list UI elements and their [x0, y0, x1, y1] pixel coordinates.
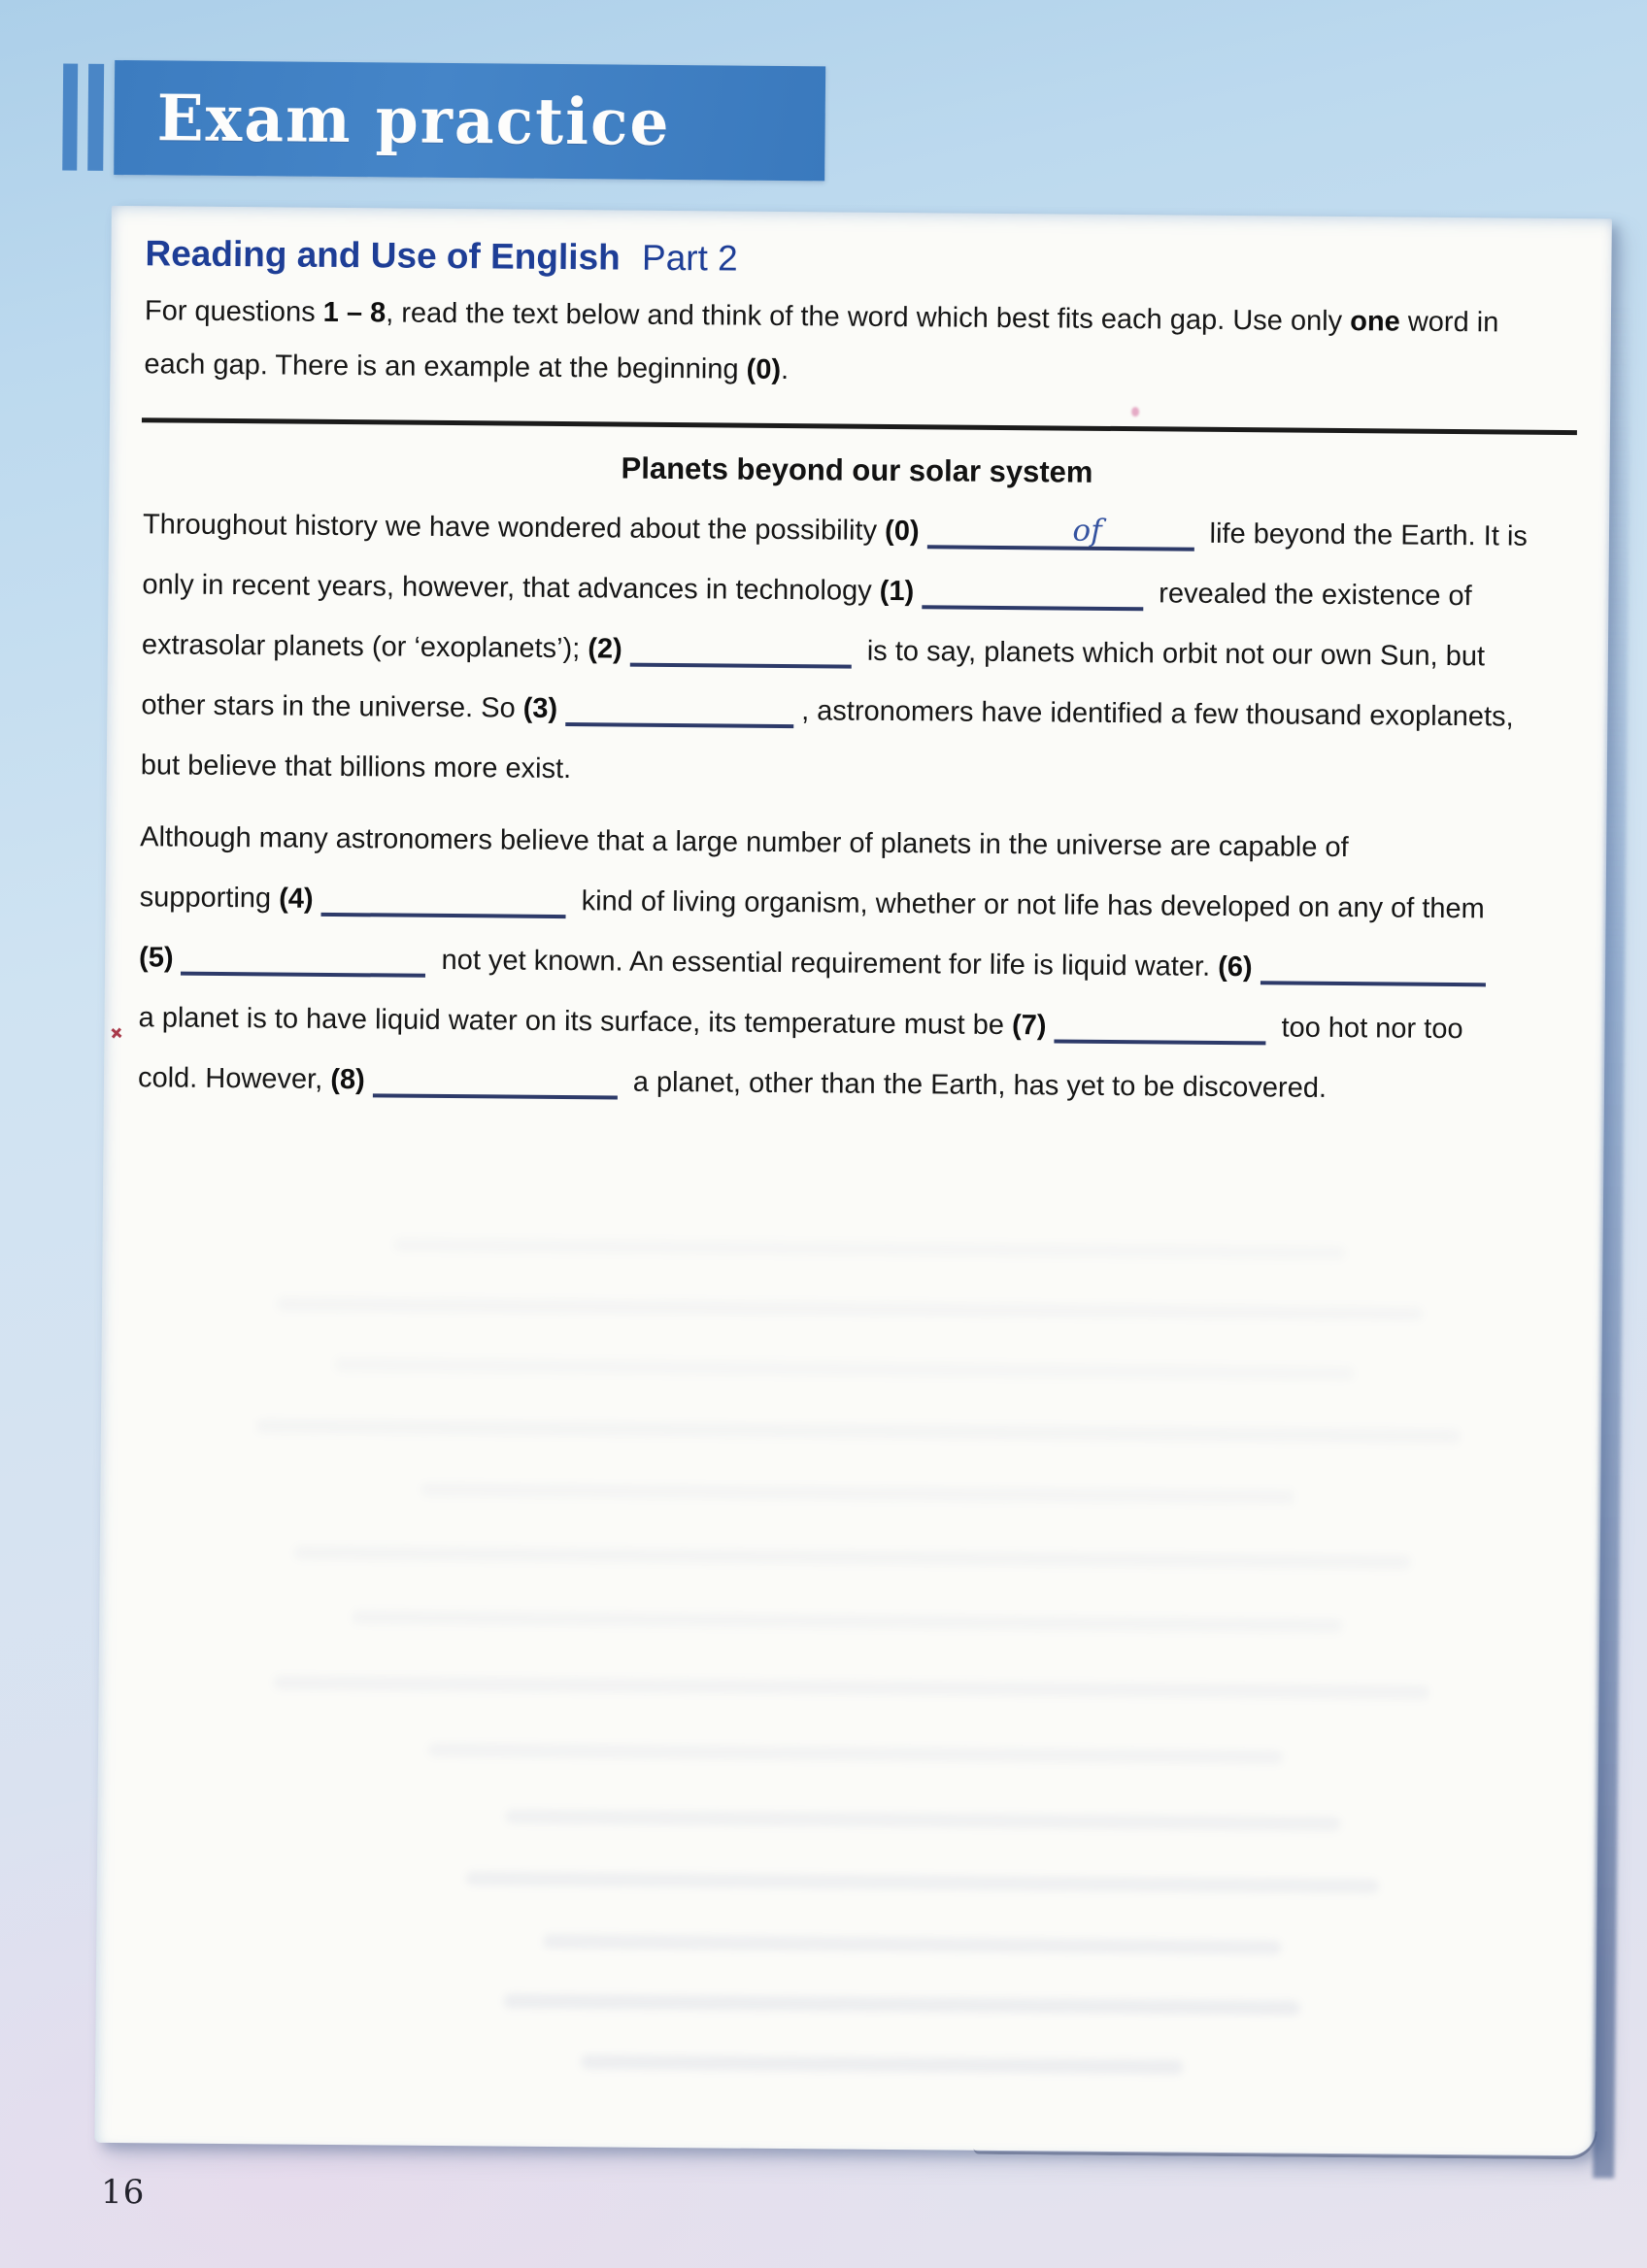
section-heading-title: Reading and Use of English: [145, 233, 621, 278]
text-run: only in recent years, however, that advances in technology: [142, 569, 880, 607]
question-number: (0): [884, 515, 920, 548]
question-number: (6): [1218, 951, 1253, 984]
text-run: , read the text below and think of the word which best fits each gap. Use only: [386, 297, 1351, 338]
worksheet-page: [94, 206, 1611, 2155]
exam-practice-banner: [62, 60, 825, 182]
exercise-paragraph-1: [140, 509, 1580, 822]
banner-stripe-icon: [87, 64, 104, 171]
text-run: , astronomers have identified a few thousand exoplanets,: [801, 695, 1514, 733]
question-number: (7): [1011, 1010, 1047, 1042]
red-ink-speck: [110, 1027, 121, 1039]
text-run: For questions: [144, 295, 323, 328]
text-run: a planet, other than the Earth, has yet to be discovered.: [624, 1066, 1328, 1104]
banner-stripe-icon: [62, 64, 78, 171]
handwritten-answer: of: [1072, 513, 1102, 549]
text-run: a planet is to have liquid water on its surface, its temperature must be: [138, 1002, 1013, 1042]
question-number: (2): [588, 633, 622, 665]
section-heading: [145, 233, 738, 279]
answer-blank: [1054, 1010, 1265, 1045]
divider-rule: [142, 417, 1577, 435]
answer-blank: [922, 576, 1143, 611]
exercise-paragraph-2: [138, 821, 1578, 1135]
text-run: Throughout history we have wondered about the possibility: [142, 509, 886, 547]
text-line: [138, 1062, 1575, 1135]
text-run: but believe that billions more exist.: [140, 750, 572, 785]
question-number: (8): [330, 1063, 365, 1096]
instructions-text: [144, 295, 1582, 415]
text-run: life beyond the Earth. It is: [1201, 517, 1529, 552]
question-number: (1): [879, 575, 915, 608]
question-number: (0): [746, 353, 782, 385]
section-heading-part: Part 2: [641, 237, 738, 279]
answer-blank: [373, 1064, 618, 1099]
text-line: [140, 750, 1577, 822]
exercise-title: Planets beyond our solar system: [621, 450, 1093, 489]
text-run: Although many astronomers believe that a large number of planets in the universe are capable of: [140, 821, 1349, 864]
text-run: extrasolar planets (or ‘exoplanets’);: [141, 629, 588, 665]
answer-blank: [630, 634, 852, 669]
text-run: too hot nor too: [1273, 1012, 1463, 1046]
text-line: [144, 349, 1581, 415]
text-run: revealed the existence of: [1151, 578, 1472, 613]
answer-blank: [1260, 951, 1485, 986]
stray-pink-speck: [1131, 407, 1139, 417]
page-showthrough-ghosting: [94, 206, 1611, 2155]
page-number: 16: [100, 2172, 146, 2213]
question-number: (5): [139, 942, 174, 974]
question-number: 1 – 8: [322, 296, 387, 329]
text-run: supporting: [139, 882, 280, 915]
text-run: other stars in the universe. So: [141, 689, 523, 724]
text-run: cold. However,: [137, 1062, 331, 1095]
answer-blank: [926, 513, 1193, 550]
question-number: (3): [522, 692, 558, 724]
answer-blank: [181, 943, 425, 978]
banner-title: Exam practice: [156, 80, 671, 160]
question-number: (4): [279, 883, 314, 915]
answer-blank: [320, 884, 565, 918]
text-run: each gap. There is an example at the beginning: [144, 349, 747, 385]
banner-box: [114, 60, 825, 181]
text-run: word in: [1399, 306, 1499, 339]
text-run: is to say, planets which orbit not our own Sun, but: [858, 635, 1486, 673]
answer-blank: [565, 693, 793, 728]
text-run: kind of living organism, whether or not life has developed on any of them: [573, 885, 1485, 925]
question-number: one: [1350, 306, 1400, 338]
text-run: .: [780, 353, 790, 386]
text-run: not yet known. An essential requirement for life is liquid water.: [433, 944, 1219, 983]
